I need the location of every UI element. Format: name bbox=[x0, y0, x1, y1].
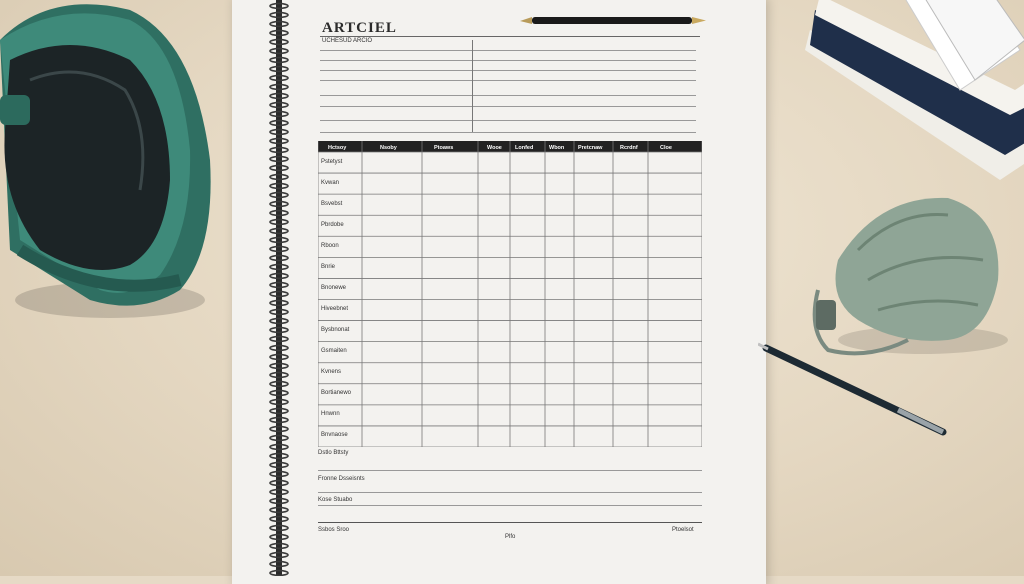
table-row-label: Bsvebst bbox=[321, 200, 343, 207]
table-row-label: Pbrdobe bbox=[321, 221, 344, 228]
footer-line bbox=[318, 505, 702, 506]
field-line bbox=[320, 95, 696, 96]
field-line bbox=[320, 80, 696, 81]
fabric-mask bbox=[798, 190, 1008, 360]
table-row-label: Bnrie bbox=[321, 263, 336, 270]
table-header-cell: Wbon bbox=[549, 145, 565, 151]
form-header-line: UCHESUD ARCIO bbox=[322, 38, 373, 44]
table-row-label: Gsmaiten bbox=[321, 348, 347, 355]
field-line bbox=[320, 106, 696, 107]
field-line bbox=[320, 120, 696, 121]
welding-helmet bbox=[0, 0, 230, 330]
table-row-label: Hiveebnet bbox=[321, 306, 349, 313]
bottom-center-text: Plfo bbox=[505, 534, 516, 540]
footer-line bbox=[318, 470, 702, 471]
footer-rule bbox=[318, 522, 702, 523]
table-row-label: Hnwnn bbox=[321, 411, 340, 418]
field-line bbox=[320, 70, 696, 71]
table-header-cell: Pretcnaw bbox=[578, 145, 603, 151]
table-row-label: Bnvnaose bbox=[321, 432, 348, 439]
field-line bbox=[320, 132, 696, 133]
table-header-cell: Nsoby bbox=[380, 145, 397, 151]
footer-field-label: Dstlo Bttsty bbox=[318, 450, 349, 456]
table-header-cell: Ptoaws bbox=[434, 145, 454, 151]
bottom-left-text: Ssbos Sroo bbox=[318, 527, 350, 533]
header-rule bbox=[320, 36, 700, 37]
table-header-cell: Hctsoy bbox=[328, 145, 347, 151]
spiral-binding bbox=[262, 0, 296, 576]
table-header-cell: Lonfed bbox=[515, 145, 534, 151]
table-row-label: Kvnens bbox=[321, 369, 342, 376]
table-header-cell: Rcrdnf bbox=[620, 145, 638, 151]
field-line bbox=[320, 50, 696, 51]
table-row-label: Pstetyst bbox=[321, 158, 343, 165]
form-title: ARTCIEL bbox=[322, 20, 397, 36]
book-stack bbox=[800, 0, 1024, 190]
bottom-right-text: Ptoelsot bbox=[672, 527, 694, 533]
data-table bbox=[318, 141, 702, 447]
footer-field-label: Kose Stuabo bbox=[318, 497, 353, 503]
footer-field-label: Fronne Dsseisnts bbox=[318, 476, 365, 482]
table-row-label: Kvwan bbox=[321, 179, 340, 186]
table-row-label: Rboon bbox=[321, 242, 339, 249]
pen-top bbox=[520, 12, 710, 32]
field-line bbox=[320, 60, 696, 61]
table-row-label: Bysbnonat bbox=[321, 327, 350, 334]
table-header-cell: Cloe bbox=[660, 145, 672, 151]
footer-line bbox=[318, 492, 702, 493]
table-row-label: Bnonewe bbox=[321, 284, 347, 291]
table-header-cell: Wooe bbox=[487, 145, 502, 151]
table-row-label: Bortianewo bbox=[321, 390, 352, 397]
field-divider bbox=[472, 40, 473, 132]
